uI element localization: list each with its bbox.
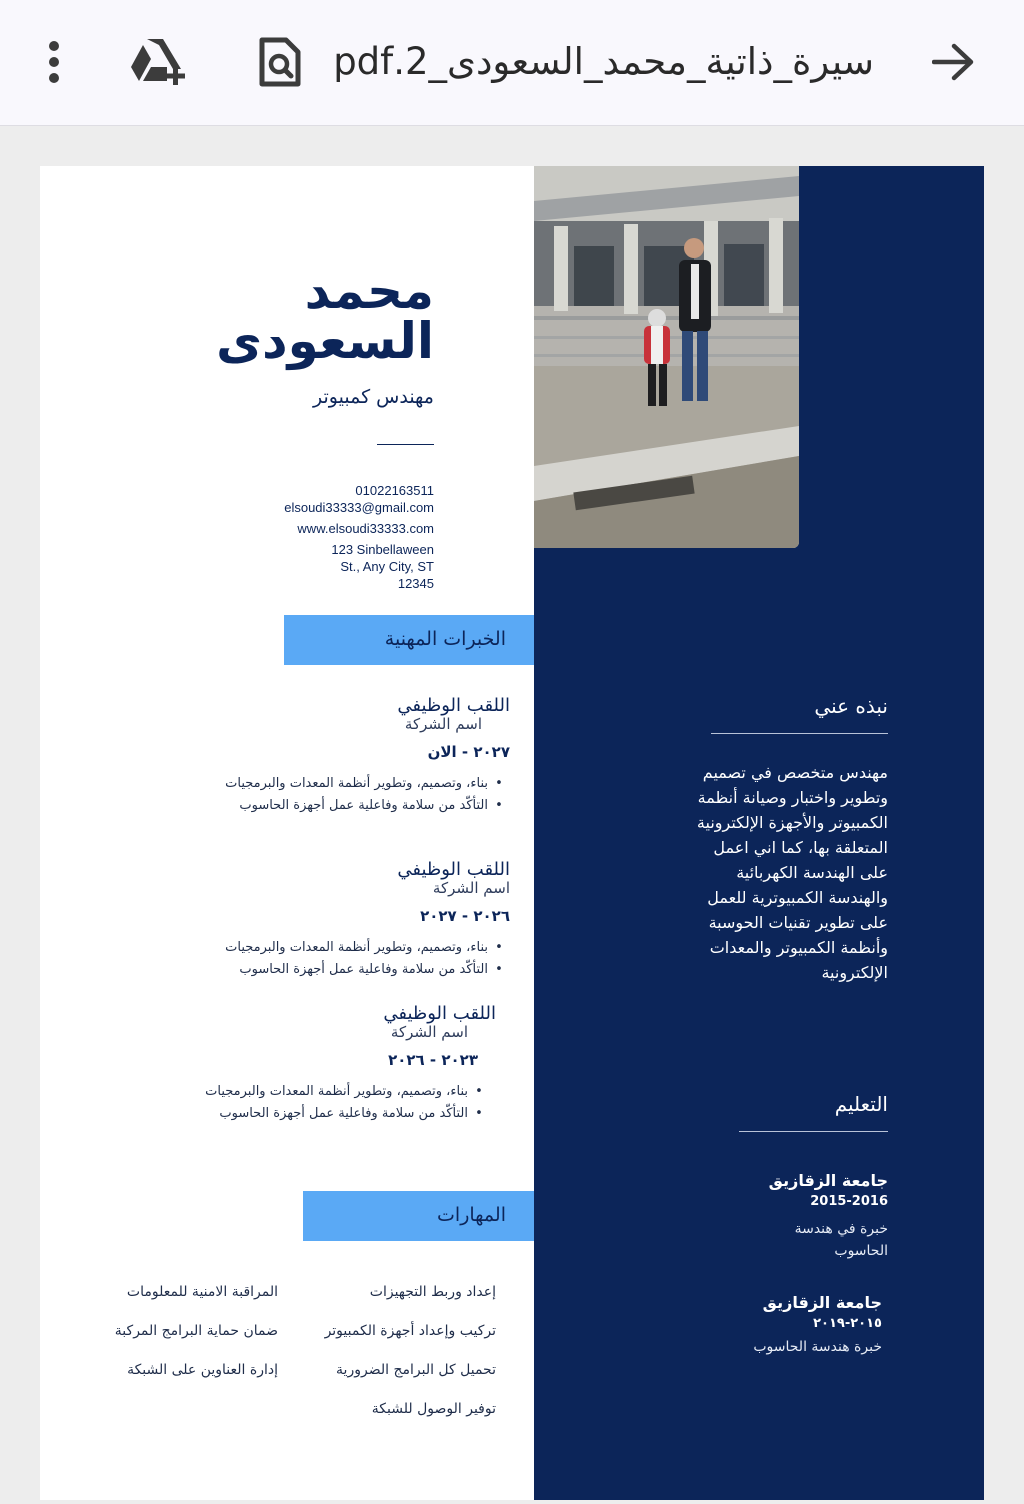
job-entry-bullets xyxy=(225,773,510,817)
job-bullet: • بناء، وتصميم، وتطوير أنظمة المعدات والبرمجيات xyxy=(225,937,510,959)
experience-heading: الخبرات المهنية xyxy=(284,615,534,665)
education-desc: الحاسوب xyxy=(834,1243,888,1259)
skill-item: تحميل كل البرامج الضرورية xyxy=(336,1362,496,1378)
skill-item: ضمان حماية البرامج المركبة xyxy=(114,1323,278,1339)
person-name xyxy=(216,262,434,370)
email-address[interactable]: elsoudi33333@gmail.com xyxy=(284,500,434,515)
job-entry-bullets xyxy=(225,937,510,981)
education-year: 2015-2016 xyxy=(810,1194,888,1209)
find-in-document-icon[interactable] xyxy=(250,30,310,94)
skills-heading: المهارات xyxy=(303,1191,534,1241)
profile-photo xyxy=(534,166,799,548)
education-divider xyxy=(739,1131,888,1132)
education-desc: خبرة في هندسة xyxy=(794,1221,888,1237)
skill-item: المراقبة الامنية للمعلومات xyxy=(126,1284,278,1300)
pdf-page[interactable] xyxy=(40,166,984,1500)
job-entry-dates: ٢٠٢٦ - ٢٠٢٧ xyxy=(420,907,510,925)
skill-item: تركيب وإعداد أجهزة الكمبيوتر xyxy=(324,1323,496,1339)
education-year: ٢٠١٥-٢٠١٩ xyxy=(813,1316,882,1331)
job-entry xyxy=(225,860,510,981)
address-line: 123 Sinbellaween xyxy=(331,542,434,557)
job-entry-company: اسم الشركة xyxy=(390,1023,468,1041)
address-line: St., Any City, ST xyxy=(340,559,434,574)
job-bullet: • بناء، وتصميم، وتطوير أنظمة المعدات والبرمجيات xyxy=(225,773,510,795)
about-heading: نبذه عني xyxy=(814,694,888,718)
job-entry-company: اسم الشركة xyxy=(404,715,482,733)
about-text: مهندس متخصص في تصميم وتطوير واختبار وصيانة أنظمة الكمبيوتر والأجهزة الإلكترونية المتعلقة بها، كما اني اعمل على الهندسة الكهربائية والهندسة الكمبيوترية للعمل على تطوير تقنيات الحوسبة وأنظمة الكمبيوتر والمعدات الإلكترونية xyxy=(696,763,888,982)
website-link[interactable]: www.elsoudi33333.com xyxy=(297,521,434,536)
job-entry-title: اللقب الوظيفي xyxy=(397,695,510,716)
name-first: محمد xyxy=(304,262,434,320)
about-divider xyxy=(711,733,888,734)
job-entry-title: اللقب الوظيفي xyxy=(383,1003,496,1024)
job-entry-bullets xyxy=(205,1081,490,1125)
pdf-viewer-toolbar xyxy=(0,0,1024,126)
education-heading: التعليم xyxy=(834,1092,888,1116)
skill-item: توفير الوصول للشبكة xyxy=(371,1401,496,1417)
education-school: جامعة الزقازيق xyxy=(768,1171,888,1190)
job-bullet: • التأكّد من سلامة وفاعلية عمل أجهزة الحاسوب xyxy=(225,795,510,817)
job-entry-dates: ٢٠٢٧ - الان xyxy=(427,743,510,761)
job-bullet: • التأكّد من سلامة وفاعلية عمل أجهزة الحاسوب xyxy=(205,1103,490,1125)
document-title: سيرة_ذاتية_محمد_السعودى_2.pdf xyxy=(333,40,874,83)
job-bullet: • التأكّد من سلامة وفاعلية عمل أجهزة الحاسوب xyxy=(225,959,510,981)
more-vert-icon[interactable] xyxy=(24,30,84,94)
education-entry xyxy=(753,1292,882,1358)
name-last: السعودى xyxy=(216,312,434,370)
skill-item: إعداد وربط التجهيزات xyxy=(369,1284,496,1300)
job-entry xyxy=(225,696,510,817)
education-school: جامعة الزقازيق xyxy=(762,1293,882,1312)
contact-info xyxy=(284,482,434,592)
job-title: مهندس كمبيوتر xyxy=(313,386,434,408)
job-entry xyxy=(205,1004,496,1125)
address-line: 12345 xyxy=(397,576,434,591)
add-to-drive-icon[interactable] xyxy=(128,30,188,94)
education-desc: خبرة هندسة الحاسوب xyxy=(753,1339,882,1355)
divider xyxy=(377,444,434,445)
forward-arrow-icon[interactable] xyxy=(924,30,984,94)
job-entry-dates: ٢٠٢٣ - ٢٠٢٦ xyxy=(388,1051,478,1069)
job-entry-title: اللقب الوظيفي xyxy=(397,859,510,880)
skill-item: إدارة العناوين على الشبكة xyxy=(127,1362,278,1378)
job-entry-company: اسم الشركة xyxy=(432,879,510,897)
phone-number[interactable]: 01022163511 xyxy=(355,483,434,498)
education-entry xyxy=(769,1170,888,1262)
job-bullet: • بناء، وتصميم، وتطوير أنظمة المعدات والبرمجيات xyxy=(205,1081,490,1103)
